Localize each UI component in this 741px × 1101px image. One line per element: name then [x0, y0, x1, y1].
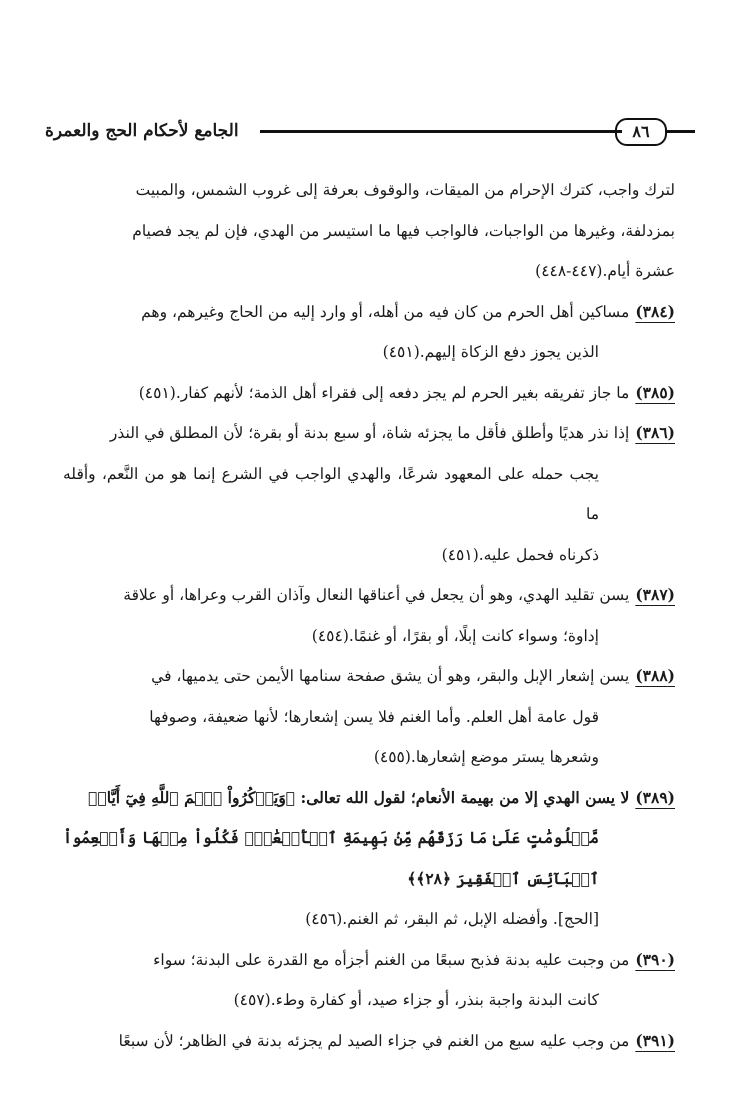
entry-first-line: من وجب عليه سبع من الغنم في جزاء الصيد لم يجزئه بدنة في الظاهر؛ لأن سبعًا	[118, 1031, 630, 1050]
entry-line: الذين يجوز دفع الزكاة إليهم.(٤٥١)	[382, 343, 599, 361]
text-line: بمزدلفة، وغيرها من الواجبات، فالواجب فيها ما استيسر من الهدي، فإن لم يجد فصيام	[132, 221, 675, 240]
entry-number: (٣٩٠)	[635, 949, 675, 969]
entry-line: وشعرها يستر موضع إشعارها.(٤٥٥)	[373, 748, 599, 766]
entry-first-line: يسن تقليد الهدي، وهو أن يجعل في أعناقها النعال وآذان القرب وعراها، أو علاقة	[123, 586, 630, 604]
entry-number: (٣٨٨)	[635, 666, 675, 685]
header-rule	[260, 130, 622, 133]
text-line: عشرة أيام.(٤٤٧-٤٤٨)	[535, 262, 675, 280]
numbered-entry	[63, 575, 675, 656]
entry-first-line: إذا نذر هديًا وأطلق فأقل ما يجزئه شاة، أو سبع بدنة أو بقرة؛ لأن المطلق في النذر	[109, 424, 630, 442]
intro-paragraph	[63, 170, 675, 292]
entry-line: كانت البدنة واجبة بنذر، أو جزاء صيد، أو كفارة وطء.(٤٥٧)	[233, 991, 599, 1009]
page-body	[63, 170, 675, 1061]
entry-line: إداوة؛ وسواء كانت إبلًا، أو بقرًا، أو غنمًا.(٤٥٤)	[311, 626, 599, 645]
entry-number: (٣٩١)	[635, 1030, 675, 1050]
entry-number: (٣٨٦)	[635, 423, 675, 442]
entry-line: [الحج]. وأفضله الإبل، ثم البقر، ثم الغنم.(٤٥٦)	[305, 910, 599, 928]
page-header	[45, 116, 695, 148]
entry-first-line: من وجبت عليه بدنة فذبح سبعًا من الغنم أجزأه مع القدرة على البدنة؛ سواء	[153, 950, 630, 969]
entry-first-line: مساكين أهل الحرم من كان فيه من أهله، أو وارد إليه من الحاج وغيرهم، وهم	[141, 302, 630, 321]
numbered-entry	[63, 656, 675, 778]
numbered-entry	[63, 778, 675, 940]
quran-verse-line: مَّعۡلُومَٰتٍ عَلَىٰ مَا رَزَقَهُم مِّنۢ بَهِيمَةِ ٱلۡأَنۡعَٰمِۖ فَكُلُواْ مِنۡهَا وَأَطۡعِمُواْ ٱلۡبَآئِسَ ٱلۡفَقِيرَ ﴿٢٨﴾﴾	[63, 828, 599, 888]
entry-line: يجب حمله على المعهود شرعًا، والهدي الواجب في الشرع إنما هو من النَّعم، وأقله ما	[63, 464, 599, 523]
entry-number: (٣٨٥)	[635, 382, 675, 402]
page-number: ٨٦	[615, 118, 667, 146]
numbered-entry	[63, 373, 675, 414]
entry-number: (٣٨٧)	[635, 585, 675, 604]
numbered-entry	[63, 1021, 675, 1062]
book-title: الجامع لأحكام الحج والعمرة	[45, 121, 239, 141]
numbered-entry	[63, 292, 675, 373]
entry-line: ذكرناه فحمل عليه.(٤٥١)	[441, 545, 599, 564]
header-rule	[667, 130, 695, 133]
entry-line: قول عامة أهل العلم. وأما الغنم فلا يسن إشعارها؛ لأنها ضعيفة، وصوفها	[149, 707, 599, 726]
entry-number: (٣٨٤)	[635, 301, 675, 321]
numbered-entry	[63, 413, 675, 575]
entry-first-line: لا يسن الهدي إلا من بهيمة الأنعام؛ لقول الله تعالى: ﴿وَيَذۡكُرُواْ ٱسۡمَ ٱللَّهِ فِيٓ أَيَّامٖ	[88, 787, 630, 807]
entry-number: (٣٨٩)	[635, 787, 675, 807]
text-line: لترك واجب، كترك الإحرام من الميقات، والوقوف بعرفة إلى غروب الشمس، والمبيت	[135, 181, 675, 199]
numbered-entry	[63, 940, 675, 1021]
entry-first-line: ما جاز تفريقه بغير الحرم لم يجز دفعه إلى فقراء أهل الذمة؛ لأنهم كفار.(٤٥١)	[138, 383, 630, 402]
entry-first-line: يسن إشعار الإبل والبقر، وهو أن يشق صفحة سنامها الأيمن حتى يدميها، في	[151, 667, 630, 685]
